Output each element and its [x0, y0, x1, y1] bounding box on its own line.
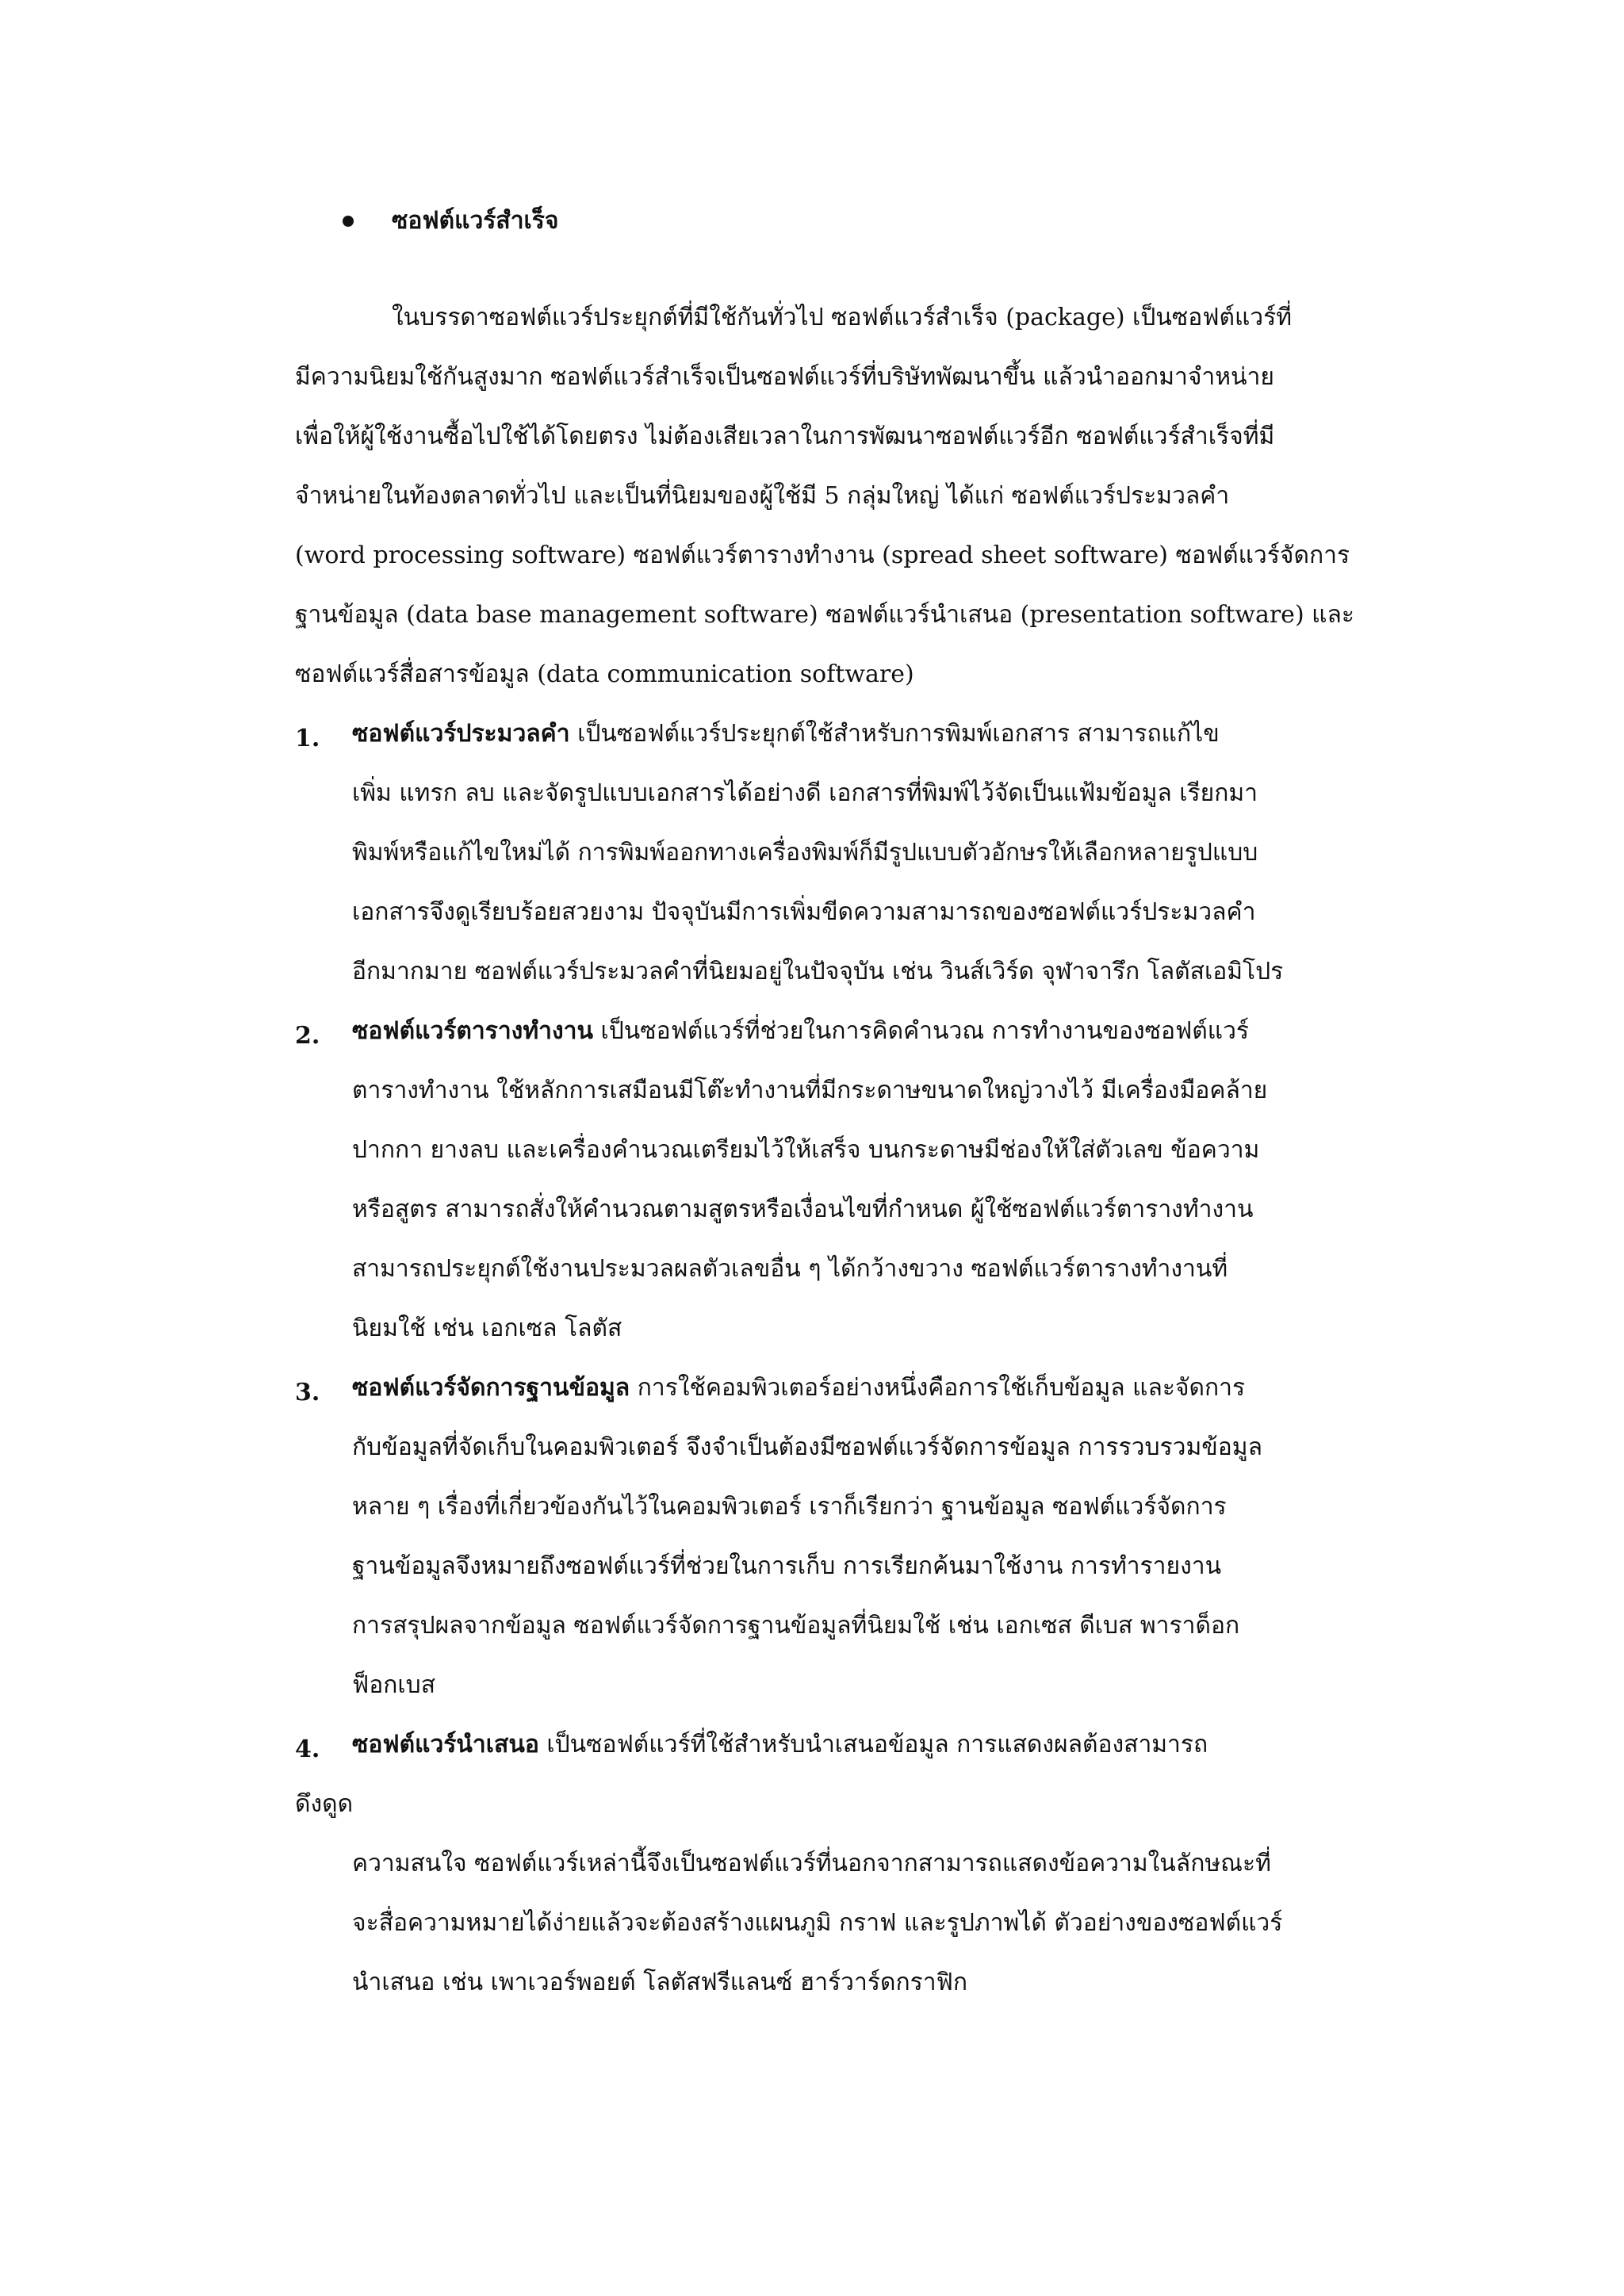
- item-number: 1.: [295, 725, 320, 752]
- item-number: 2.: [295, 1022, 320, 1050]
- intro-line: ซอฟต์แวร์สื่อสารข้อมูล (data communication software): [295, 660, 914, 688]
- item-title: ซอฟต์แวร์นำเสนอ: [352, 1731, 539, 1758]
- list-item-line: พิมพ์หรือแก้ไขใหม่ได้ การพิมพ์ออกทางเครื่องพิมพ์ก็มีรูปแบบตัวอักษรให้เลือกหลายรูปแบบ: [352, 839, 1258, 867]
- list-item-line: เพิ่ม แทรก ลบ และจัดรูปแบบเอกสารได้อย่างดี เอกสารที่พิมพ์ไว้จัดเป็นแฟ้มข้อมูล เรียกมา: [352, 779, 1258, 807]
- list-item-wrap-line: ดึงดูด: [295, 1790, 354, 1818]
- list-item-line: นำเสนอ เช่น เพาเวอร์พอยต์ โลตัสฟรีแลนซ์ ฮาร์วาร์ดกราฟิก: [352, 1969, 967, 1996]
- list-item-line: หรือสูตร สามารถสั่งให้คำนวณตามสูตรหรือเงื่อนไขที่กำหนด ผู้ใช้ซอฟต์แวร์ตารางทำงาน: [352, 1196, 1254, 1223]
- list-item-line: สามารถประยุกต์ใช้งานประมวลผลตัวเลขอื่น ๆ ได้กว้างขวาง ซอฟต์แวร์ตารางทำงานที่: [352, 1255, 1228, 1283]
- item-text: การใช้คอมพิวเตอร์อย่างหนึ่งคือการใช้เก็บข้อมูล และจัดการ: [630, 1374, 1246, 1402]
- item-text: เป็นซอฟต์แวร์ที่ใช้สำหรับนำเสนอข้อมูล การแสดงผลต้องสามารถ: [538, 1731, 1208, 1758]
- list-item-line: ตารางทำงาน ใช้หลักการเสมือนมีโต๊ะทำงานที่มีกระดาษขนาดใหญ่วางไว้ มีเครื่องมือคล้าย: [352, 1077, 1268, 1104]
- item-number: 4.: [295, 1735, 320, 1763]
- list-item-line: ฟ็อกเบส: [352, 1671, 436, 1699]
- list-item-first-line: [352, 1372, 1245, 1404]
- list-item-line: กับข้อมูลที่จัดเก็บในคอมพิวเตอร์ จึงจำเป็นต้องมีซอฟต์แวร์จัดการข้อมูล การรวบรวมข้อมูล: [352, 1433, 1262, 1461]
- section-heading: ซอฟต์แวร์สำเร็จ: [392, 207, 559, 235]
- list-item-first-line: [352, 1729, 1208, 1761]
- list-item-first-line: [352, 718, 1220, 750]
- intro-line: จำหน่ายในท้องตลาดทั่วไป และเป็นที่นิยมของผู้ใช้มี 5 กลุ่มใหญ่ ได้แก่ ซอฟต์แวร์ประมวลคำ: [295, 482, 1230, 510]
- intro-line: มีความนิยมใช้กันสูงมาก ซอฟต์แวร์สำเร็จเป็นซอฟต์แวร์ที่บริษัทพัฒนาขึ้น แล้วนำออกมาจำหน่าย: [295, 363, 1274, 391]
- item-text: เป็นซอฟต์แวร์ที่ช่วยในการคิดคำนวณ การทำงานของซอฟต์แวร์: [592, 1017, 1250, 1045]
- intro-line: ฐานข้อมูล (data base management software) ซอฟต์แวร์นำเสนอ (presentation software) และ: [295, 601, 1355, 629]
- list-item-line: หลาย ๆ เรื่องที่เกี่ยวข้องกันไว้ในคอมพิวเตอร์ เราก็เรียกว่า ฐานข้อมูล ซอฟต์แวร์จัดการ: [352, 1493, 1227, 1521]
- list-item-first-line: [352, 1016, 1249, 1047]
- list-item-line: นิยมใช้ เช่น เอกเซล โลตัส: [352, 1314, 622, 1342]
- list-item-line: เอกสารจึงดูเรียบร้อยสวยงาม ปัจจุบันมีการเพิ่มขีดความสามารถของซอฟต์แวร์ประมวลคำ: [352, 898, 1256, 926]
- intro-line: ในบรรดาซอฟต์แวร์ประยุกต์ที่มีใช้กันทั่วไป ซอฟต์แวร์สำเร็จ (package) เป็นซอฟต์แวร์ที่: [392, 304, 1293, 331]
- intro-line: (word processing software) ซอฟต์แวร์ตารางทำงาน (spread sheet software) ซอฟต์แวร์จัดการ: [295, 541, 1350, 569]
- item-text: เป็นซอฟต์แวร์ประยุกต์ใช้สำหรับการพิมพ์เอกสาร สามารถแก้ไข: [569, 720, 1220, 748]
- list-item-line: ปากกา ยางลบ และเครื่องคำนวณเตรียมไว้ให้เสร็จ บนกระดาษมีช่องให้ใส่ตัวเลข ข้อความ: [352, 1136, 1260, 1164]
- bullet-icon: [343, 216, 354, 227]
- list-item-line: อีกมากมาย ซอฟต์แวร์ประมวลคำที่นิยมอยู่ในปัจจุบัน เช่น วินส์เวิร์ด จุฬาจารึก โลตัสเอมิโปร: [352, 958, 1284, 985]
- list-item-line: ความสนใจ ซอฟต์แวร์เหล่านี้จึงเป็นซอฟต์แวร์ที่นอกจากสามารถแสดงข้อความในลักษณะที่: [352, 1850, 1271, 1877]
- item-title: ซอฟต์แวร์ประมวลคำ: [352, 720, 570, 748]
- item-number: 3.: [295, 1379, 320, 1406]
- list-item-line: ฐานข้อมูลจึงหมายถึงซอฟต์แวร์ที่ช่วยในการเก็บ การเรียกค้นมาใช้งาน การทำรายงาน: [352, 1552, 1222, 1580]
- list-item-line: การสรุปผลจากข้อมูล ซอฟต์แวร์จัดการฐานข้อมูลที่นิยมใช้ เช่น เอกเซส ดีเบส พาราด็อก: [352, 1612, 1240, 1640]
- item-title: ซอฟต์แวร์จัดการฐานข้อมูล: [352, 1374, 630, 1402]
- item-title: ซอฟต์แวร์ตารางทำงาน: [352, 1017, 593, 1045]
- list-item-line: จะสื่อความหมายได้ง่ายแล้วจะต้องสร้างแผนภูมิ กราฟ และรูปภาพได้ ตัวอย่างของซอฟต์แวร์: [352, 1909, 1283, 1937]
- intro-line: เพื่อให้ผู้ใช้งานซื้อไปใช้ได้โดยตรง ไม่ต้องเสียเวลาในการพัฒนาซอฟต์แวร์อีก ซอฟต์แวร์สำเร็จที่มี: [295, 423, 1275, 450]
